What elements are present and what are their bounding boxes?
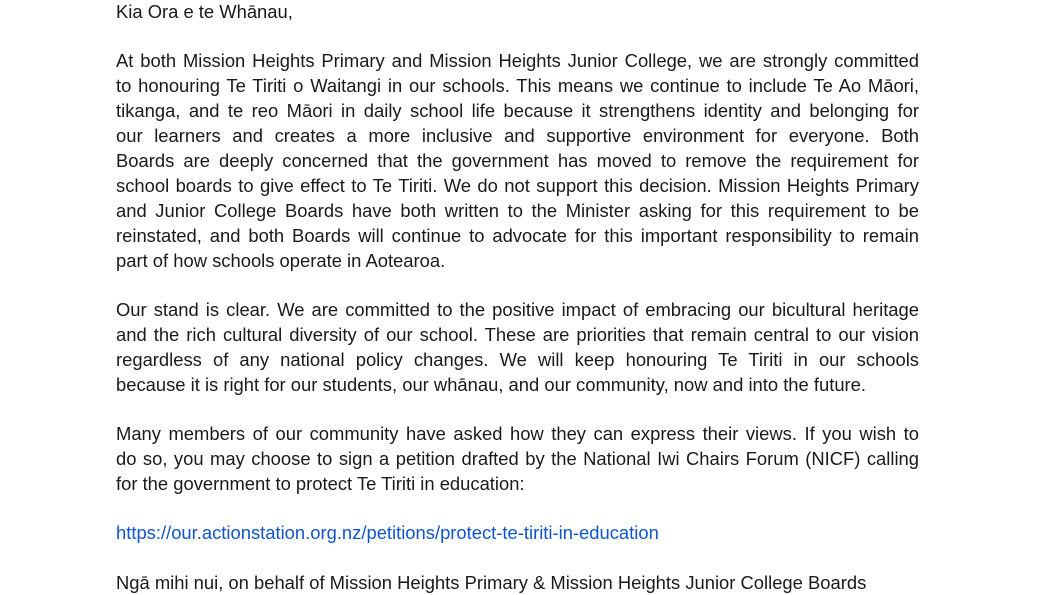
letter-body (116, 0, 919, 595)
petition-link[interactable]: https://our.actionstation.org.nz/petitions/protect-te-tiriti-in-education (116, 522, 659, 543)
paragraph-line: reinstated, and both Boards will continue to advocate for this important responsibility to remain (116, 225, 919, 246)
paragraph-line: regardless of any national policy changes. We will keep honouring Te Tiriti in our schools (116, 349, 919, 370)
petition-link-row (116, 520, 919, 545)
paragraph-commitment (116, 48, 919, 273)
paragraph-line: do so, you may choose to sign a petition drafted by the National Iwi Chairs Forum (NICF) calling (116, 448, 919, 469)
paragraph-line: because it is right for our students, our whānau, and our community, now and into the future. (116, 374, 867, 395)
paragraph-line: Many members of our community have asked how they can express their views. If you wish to (116, 423, 919, 444)
paragraph-stand (116, 297, 919, 397)
paragraph-line: Our stand is clear. We are committed to the positive impact of embracing our bicultural heritage (116, 299, 919, 320)
paragraph-line: and the rich cultural diversity of our school. These are priorities that remain central to our vision (116, 324, 919, 345)
paragraph-line: to honouring Te Tiriti o Waitangi in our schools. This means we continue to include Te Ao Māori, (116, 75, 919, 96)
paragraph-line: At both Mission Heights Primary and Mission Heights Junior College, we are strongly committed (116, 50, 919, 71)
paragraph-line: tikanga, and te reo Māori in daily school life because it strengthens identity and belonging for (116, 100, 919, 121)
greeting: Kia Ora e te Whānau, (116, 1, 293, 22)
paragraph-line: Boards are deeply concerned that the government has moved to remove the requirement for (116, 150, 919, 171)
signoff: Ngā mihi nui, on behalf of Mission Heights Primary & Mission Heights Junior College Boards (116, 572, 867, 593)
paragraph-line: and Junior College Boards have both written to the Minister asking for this requirement to be (116, 200, 919, 221)
paragraph-petition (116, 421, 919, 496)
paragraph-line: our learners and creates a more inclusive and supportive environment for everyone. Both (116, 125, 919, 146)
paragraph-line: part of how schools operate in Aotearoa. (116, 250, 446, 271)
paragraph-line: school boards to give effect to Te Tiriti. We do not support this decision. Mission Heights Primary (116, 175, 919, 196)
paragraph-line: for the government to protect Te Tiriti in education: (116, 473, 525, 494)
